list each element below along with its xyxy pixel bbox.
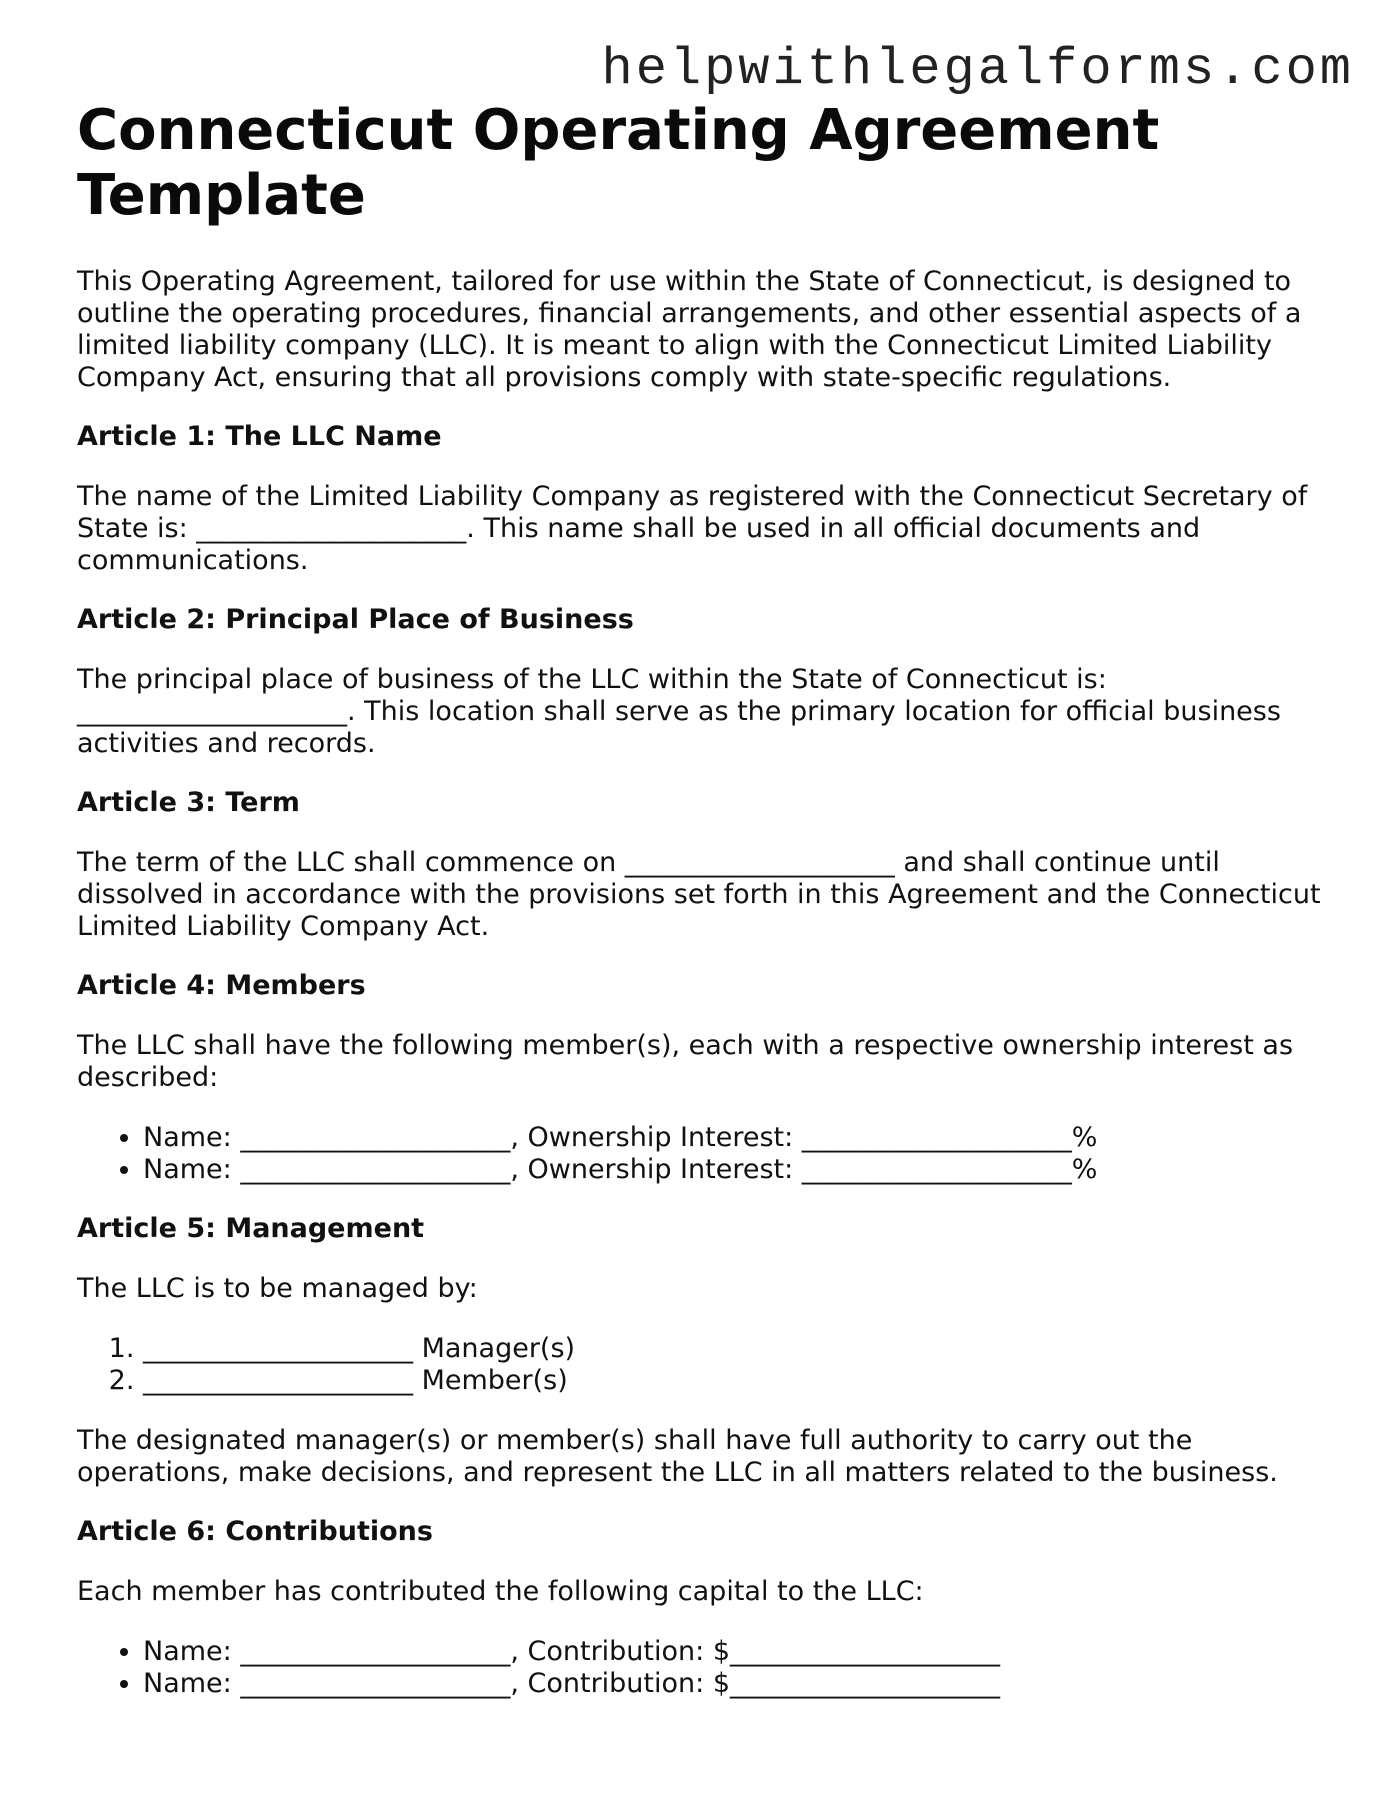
management-list xyxy=(77,1333,1327,1397)
article-heading: Article 3: Term xyxy=(77,787,300,818)
document-page xyxy=(77,98,1327,1700)
members-list xyxy=(77,1122,1327,1186)
contributions-list xyxy=(77,1636,1327,1700)
article-6 xyxy=(77,1516,1327,1700)
list-item: 1. ____________________ Manager(s) xyxy=(143,1333,1327,1365)
list-item: • Name: ____________________, Contribution: $____________________ xyxy=(143,1636,1327,1668)
article-body: The principal place of business of the LLC within the State of Connecticut is: ____________________. This location shall serve as the primary location for official business activities and records. xyxy=(77,664,1281,759)
article-5 xyxy=(77,1213,1327,1489)
article-body: The term of the LLC shall commence on ____________________ and shall continue until dissolved in accordance with the provisions set forth in this Agreement and the Connecticut Limited Liability Company Act. xyxy=(77,847,1321,942)
article-body: The LLC is to be managed by: xyxy=(77,1273,478,1304)
article-1 xyxy=(77,421,1327,577)
article-body: The LLC shall have the following member(s), each with a respective ownership interest as described: xyxy=(77,1030,1294,1093)
article-2 xyxy=(77,604,1327,760)
article-3 xyxy=(77,787,1327,943)
list-item: • Name: ____________________, Contribution: $____________________ xyxy=(143,1668,1327,1700)
article-4 xyxy=(77,970,1327,1186)
article-heading: Article 6: Contributions xyxy=(77,1516,433,1547)
article-heading: Article 1: The LLC Name xyxy=(77,421,442,452)
article-heading: Article 2: Principal Place of Business xyxy=(77,604,634,635)
site-watermark: helpwithlegalforms.com xyxy=(601,40,1354,99)
article-body: The designated manager(s) or member(s) shall have full authority to carry out the operations, make decisions, and represent the LLC in all matters related to the business. xyxy=(77,1425,1278,1488)
article-body: Each member has contributed the following capital to the LLC: xyxy=(77,1576,924,1607)
list-item: • Name: ____________________, Ownership Interest: ____________________% xyxy=(143,1154,1327,1186)
list-item: • Name: ____________________, Ownership Interest: ____________________% xyxy=(143,1122,1327,1154)
intro-paragraph: This Operating Agreement, tailored for use within the State of Connecticut, is designed to outline the operating procedures, financial arrangements, and other essential aspects of a limited liability company (LLC). It is meant to align with the Connecticut Limited Liability Company Act, ensuring that all provisions comply with state-specific regulations. xyxy=(77,266,1302,393)
article-heading: Article 5: Management xyxy=(77,1213,425,1244)
list-item: 2. ____________________ Member(s) xyxy=(143,1365,1327,1397)
article-body: The name of the Limited Liability Company as registered with the Connecticut Secretary of State is: ____________________. This name shall be used in all official documents and communications. xyxy=(77,481,1308,576)
document-title: Connecticut Operating Agreement Template xyxy=(77,98,1160,228)
article-heading: Article 4: Members xyxy=(77,970,366,1001)
